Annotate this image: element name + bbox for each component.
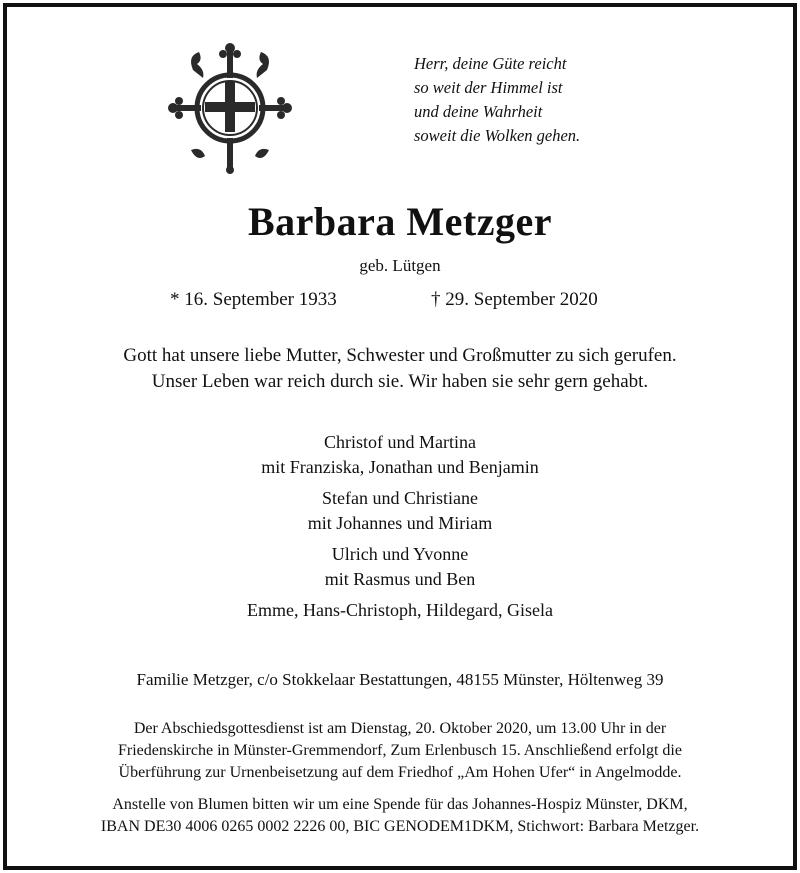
verse-line: Herr, deine Güte reicht [414,54,567,73]
family-list [0,430,800,598]
service-line: Überführung zur Urnenbeisetzung auf dem Friedhof „Am Hohen Ufer“ in Angelmodde. [118,764,682,781]
service-info [0,718,800,784]
family-parents: Ulrich und Yvonne [331,544,469,564]
family-parents: Stefan und Christiane [322,488,478,508]
siblings: Emme, Hans-Christoph, Hildegard, Gisela [247,600,553,620]
verse-line: so weit der Himmel ist [414,78,563,97]
family-group [0,486,800,536]
family-group [0,542,800,592]
death-date: † 29. September 2020 [431,289,598,310]
maiden-name: geb. Lütgen [359,256,441,275]
message [0,343,800,395]
verse-line: soweit die Wolken gehen. [414,126,581,145]
deceased-name: Barbara Metzger [247,199,553,244]
service-line: Der Abschiedsgottesdienst ist am Dienstag, 20. Oktober 2020, um 13.00 Uhr in der [133,720,667,737]
verse-line: und deine Wahrheit [414,102,543,121]
birth-date: * 16. September 1933 [170,289,337,310]
message-line: Unser Leben war reich durch sie. Wir haben sie sehr gern gehabt. [151,371,649,392]
ornamental-cross-icon [165,38,295,178]
family-children: mit Rasmus und Ben [324,569,476,589]
bible-verse [414,52,580,148]
donation-info [0,794,800,838]
family-address: Familie Metzger, c/o Stokkelaar Bestattungen, 48155 Münster, Höltenweg 39 [136,670,664,689]
family-group [0,430,800,480]
donation-line: IBAN DE30 4006 0265 0002 2226 00, BIC GENODEM1DKM, Stichwort: Barbara Metzger. [100,818,700,835]
message-line: Gott hat unsere liebe Mutter, Schwester und Großmutter zu sich gerufen. [123,345,677,366]
family-parents: Christof und Martina [324,432,476,452]
service-line: Friedenskirche in Münster-Gremmendorf, Zum Erlenbusch 15. Anschließend erfolgt die [118,742,682,759]
family-children: mit Johannes und Miriam [307,513,493,533]
family-children: mit Franziska, Jonathan und Benjamin [261,457,539,477]
donation-line: Anstelle von Blumen bitten wir um eine Spende für das Johannes-Hospiz Münster, DKM, [112,796,688,813]
